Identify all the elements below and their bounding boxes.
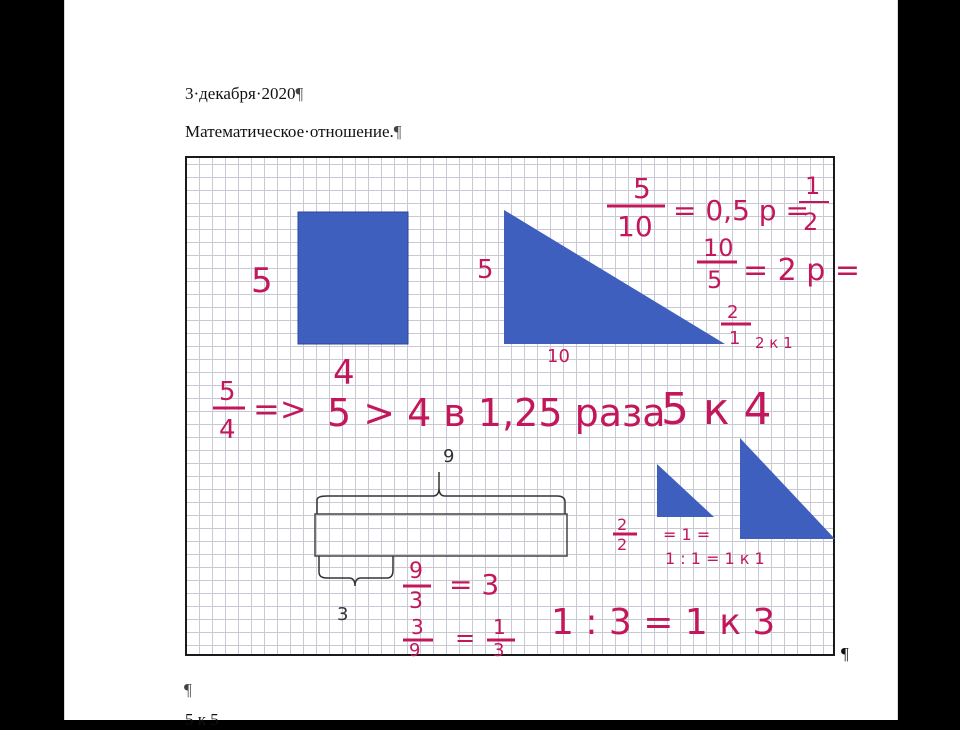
bottom-brace [319, 556, 393, 586]
eq5-result: 1 : 3 = 1 к 3 [551, 602, 776, 643]
tri-bottom-label: 10 [547, 346, 570, 367]
empty-paragraph[interactable] [184, 680, 192, 700]
eq2-numerator: 10 [703, 234, 734, 262]
eq5-frac-den: 3 [493, 640, 505, 661]
large-right-triangle [504, 210, 725, 344]
paragraph-mark: ¶ [393, 122, 402, 141]
ratio-statement: 5 > 4 в 1,25 раза [327, 391, 666, 435]
paragraph-mark: ¶ [184, 680, 192, 699]
eq5-numerator: 3 [411, 615, 424, 639]
drawing-board[interactable] [185, 156, 861, 661]
blue-rectangle [298, 212, 408, 344]
ratio-result: 5 к 4 [661, 384, 772, 435]
eq3-denominator: 1 [729, 328, 741, 349]
ratio-numerator: 5 [219, 377, 236, 407]
eq1-denominator: 10 [617, 210, 653, 243]
ratio-arrow: => [253, 390, 307, 428]
eq2-denominator: 5 [707, 266, 723, 294]
eq4-rhs: = 3 [449, 568, 500, 601]
board-paragraph-mark: ¶ [841, 644, 849, 663]
eq2-rhs: = 2 р = [743, 253, 861, 288]
paragraph-mark: ¶ [295, 84, 304, 103]
eq6-rhs: = 1 = [663, 525, 711, 544]
eq4-numerator: 9 [409, 559, 423, 584]
ratio-denominator: 4 [219, 415, 236, 445]
date-paragraph[interactable] [185, 84, 303, 104]
eq6-numerator: 2 [617, 515, 628, 534]
title-paragraph[interactable] [185, 122, 401, 142]
rect-bottom-label: 4 [333, 353, 355, 393]
bottom-text: 5 к 5 [185, 710, 219, 729]
small-right-triangle [657, 464, 714, 517]
eq3-rhs: 2 к 1 [755, 334, 793, 352]
date-text: 3·декабря·2020 [185, 84, 296, 103]
eq1-rhs: = 0,5 р = [673, 194, 809, 227]
medium-right-triangle [740, 438, 835, 539]
eq6-second-line: 1 : 1 = 1 к 1 [665, 549, 765, 568]
eq5-denominator: 9 [409, 640, 421, 661]
brace-bottom-label: 3 [337, 604, 349, 625]
eq6-denominator: 2 [617, 535, 628, 554]
eq3-numerator: 2 [727, 302, 739, 323]
tri-side-label: 5 [477, 255, 494, 285]
rect-side-label: 5 [251, 261, 273, 301]
eq1-numerator: 5 [633, 172, 651, 205]
title-text: Математическое·отношение. [185, 122, 394, 141]
document-page [64, 0, 898, 729]
segment-bar [315, 514, 567, 556]
eq5-frac-num: 1 [493, 615, 506, 639]
board-drawing [187, 158, 861, 661]
eq1-frac-den: 2 [803, 208, 819, 236]
eq1-frac-num: 1 [805, 172, 821, 200]
eq5-rhs: = [455, 624, 476, 652]
brace-top-label: 9 [443, 446, 455, 467]
bottom-paragraph[interactable] [185, 710, 219, 730]
eq4-denominator: 3 [409, 589, 423, 614]
top-brace [317, 472, 565, 514]
